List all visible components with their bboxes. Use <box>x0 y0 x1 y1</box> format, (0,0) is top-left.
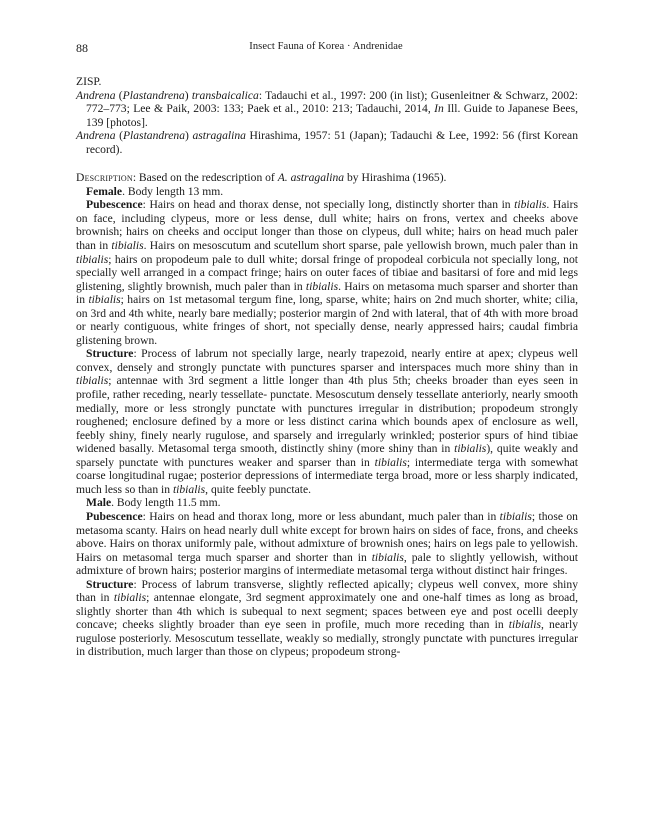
species-name: transbaicalica <box>191 88 259 102</box>
male-pubescence-paragraph: Pubescence: Hairs on head and thorax long, more or less abundant, much paler than in tibialis; those on metasoma scanty. Hairs on head nearly dull white except for brown hairs on sides of face, frons, and cheeks above. Hairs on thorax uniformly pale, without admixture of brownish ones; hairs on legs pale to yellowish. Hairs on metasomal terga much sparser and shorter than in tibialis, pale to slightly yellowish, without admixture of brown hairs; posterior margins of intermediate metasomal terga without distinct hair fringes. <box>76 509 578 578</box>
paragraph-gap <box>76 156 578 171</box>
structure-heading: Structure <box>86 347 134 361</box>
page-number: 88 <box>76 41 88 55</box>
female-structure-paragraph: Structure: Process of labrum not specially large, nearly trapezoid, nearly entire at apex; clypeus well convex, densely and strongly punctate with punctures sparser and interspaces much more shiny than in tibialis; antennae with 3rd segment a little longer than 4th plus 5th; cheeks broader than eyes seen in profile, rather receding, nearly tessellate- punctate. Mesoscutum densely tessellate anteriorly, nearly smooth medially, more or less strongly punctate with punctures irregular in distribution; propodeum strongly roughened; enclosure defined by a more or less distinct carina which bounds apex of enclosure as well, feebly shiny, finely nearly rugulose, and sparsely and irregularly wrinkled; posterior spurs of hind tibiae widened basally. Metasomal terga smooth, distinctly shiny (more shiny than in tibialis), quite weakly and sparsely punctate with punctures weaker and sparser than in tibialis; intermediate terga with somewhat coarse longitudinal rugae; posterior depressions of intermediate terga broad, more or less sharply indicated, much less so than in tibialis, quite feebly punctate. <box>76 347 578 496</box>
structure-heading: Structure <box>86 577 134 591</box>
subgenus-name: Plastandrena <box>122 88 185 102</box>
synonymy-entry-astragalina: Andrena (Plastandrena) astragalina Hirashima, 1957: 51 (Japan); Tadauchi & Lee, 1992: 56 (first Korean record). <box>76 129 578 156</box>
female-body-length: . Body length 13 mm. <box>122 184 224 198</box>
synonymy-entry-transbaicalica: Andrena (Plastandrena) transbaicalica: Tadauchi et al., 1997: 200 (in list); Gusenleitner & Schwarz, 2002: 772–773; Lee & Paik, 2003: 133; Paek et al., 2010: 213; Tadauchi, 2014, In Ill. Guide to Japanese Bees, 139 [photos]. <box>76 88 579 129</box>
main-text <box>76 75 578 659</box>
description-heading: Description <box>76 171 133 185</box>
genus-name: Andrena <box>76 88 116 102</box>
pubescence-heading: Pubescence <box>86 198 143 212</box>
genus-name: Andrena <box>76 129 116 143</box>
synonymy-refs: : Tadauchi et al., 1997: 200 (in list); Gusenleitner & Schwarz, 2002: 772–773; Lee & Paik, 2003: 133; Paek et al., 2010: 213; Tadauchi, 2014, <box>86 88 579 116</box>
female-heading-line <box>76 185 578 199</box>
pubescence-heading: Pubescence <box>86 509 143 523</box>
running-header <box>76 41 576 57</box>
female-pubescence-paragraph: Pubescence: Hairs on head and thorax dense, not specially long, distinctly shorter than in tibialis. Hairs on face, including clypeus, more or less dense, dull white; hairs on frons, vertex and cheeks above brownish; hairs on cheeks and occiput longer than those on clypeus, dull white; hairs on head much paler than in tibialis. Hairs on mesoscutum and scutellum short sparse, pale yellowish brown, much paler than in tibialis; hairs on propodeum pale to dull white; dorsal fringe of propodeal corbicula not specially long, not specially well arranged in a compact fringe; hairs on outer faces of tibiae and basitarsi of fore and mid legs glistening, slightly brownish, much paler than in tibialis. Hairs on metasoma much sparser and shorter than in tibialis; hairs on 1st metasomal tergum fine, long, sparse, white; hairs on 2nd much shorter, white; cilia, on 3rd and 4th white, nearly bare medially; posterior margin of 2nd with lateral, that of 4th with more broad or nearly contiguous, white fringes of short, not specially dense, nearly appressed hairs; caudal fimbria glistening brown. <box>76 198 578 347</box>
synonymy-refs: Hirashima, 1957: 51 (Japan); Tadauchi & Lee, 1992: 56 (first Korean record). <box>86 129 578 156</box>
male-structure-paragraph: Structure: Process of labrum transverse, slightly reflected apically; clypeus well convex, more shiny than in tibialis; antennae elongate, 3rd segment approximately one and one-half times as long as broad, slightly shorter than 4th which is subequal to next segment; spaces between eye and post ocelli deeply concave; cheeks slightly broader than eye seen in profile, much more receding than in tibialis, nearly rugulose posteriorly. Mesoscutum tessellate, weakly so medially, strongly punctate with punctures irregular in distribution, much larger than those on clypeus; propodeum strong- <box>76 577 579 659</box>
male-body-length: . Body length 11.5 mm. <box>111 496 221 510</box>
running-title: Insect Fauna of Korea · Andrenidae <box>249 41 403 52</box>
description-paragraph: Description: Based on the redescription of A. astragalina by Hirashima (1965). <box>76 171 447 185</box>
synonymy-refs: Ill. Guide to Japanese Bees, 139 [photos]. <box>86 102 578 129</box>
subgenus-name: Plastandrena <box>122 129 185 143</box>
female-heading: Female <box>86 184 123 198</box>
species-name: A. astragalina <box>277 171 345 185</box>
male-heading-line <box>76 496 578 510</box>
zisp-line: ZISP. <box>76 75 102 88</box>
male-heading: Male <box>86 496 112 510</box>
species-name: astragalina <box>192 129 246 143</box>
in-word: In <box>434 102 444 116</box>
